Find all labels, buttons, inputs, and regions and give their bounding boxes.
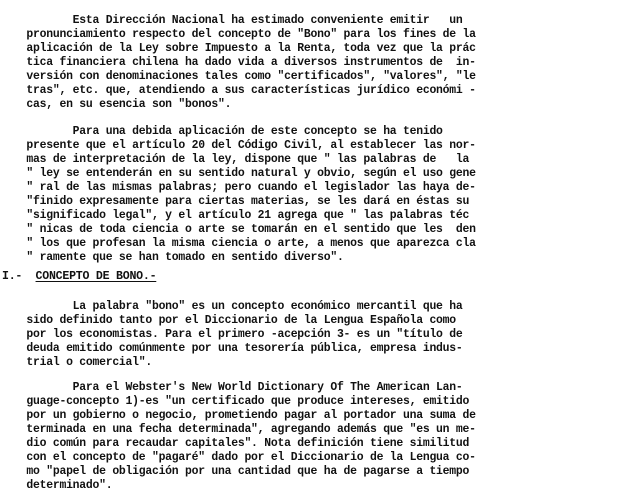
text-line: sido definido tanto por el Diccionario de la Lengua Española como: [0, 314, 456, 327]
section-number: I.-: [2, 270, 23, 283]
section-title: CONCEPTO DE BONO.-: [35, 270, 157, 283]
text-line: deuda emitido comúnmente por una tesorería pública, empresa indus-: [0, 342, 463, 355]
text-line: " nicas de toda ciencia o arte se tomarán en el sentido que les den: [0, 223, 476, 236]
text-line: mas de interpretación de la ley, dispone que " las palabras de la: [0, 153, 470, 166]
text-line: determinado".: [0, 479, 113, 492]
text-line: Para el Webster's New World Dictionary Of The American Lan-: [0, 381, 463, 394]
text-line: Para una debida aplicación de este concepto se ha tenido: [0, 125, 443, 138]
text-line: "significado legal", y el artículo 21 agrega que " las palabras téc: [0, 209, 470, 222]
text-line: La palabra "bono" es un concepto económico mercantil que ha: [0, 300, 463, 313]
text-line: por los economistas. Para el primero -acepción 3- es un "título de: [0, 328, 463, 341]
text-line: guage-concepto 1)-es "un certificado que produce intereses, emitido: [0, 395, 470, 408]
text-line: Esta Dirección Nacional ha estimado conveniente emitir un: [0, 14, 463, 27]
text-line: tras", etc. que, atendiendo a sus características jurídico económi -: [0, 84, 476, 97]
text-line: " ramente que se han tomado en sentido diverso".: [0, 251, 344, 264]
text-line: tica financiera chilena ha dado vida a diversos instrumentos de in-: [0, 56, 476, 69]
text-line: por un gobierno o negocio, prometiendo pagar al portador una suma de: [0, 409, 476, 422]
text-line: pronunciamiento respecto del concepto de "Bono" para los fines de la: [0, 28, 476, 41]
text-line: "finido expresamente para ciertas materias, se les dará en éstas su: [0, 195, 470, 208]
text-line: trial o comercial".: [0, 356, 152, 369]
section-heading: [2, 270, 156, 283]
text-line: " ral de las mismas palabras; pero cuando el legislador las haya de-: [0, 181, 476, 194]
text-line: con el concepto de "pagaré" dado por el Diccionario de la Lengua co-: [0, 451, 476, 464]
text-line: " ley se entenderán en su sentido natural y obvio, según el uso gene: [0, 167, 476, 180]
text-line: mo "papel de obligación por una cantidad que ha de pagarse a tiempo: [0, 465, 470, 478]
text-line: " los que profesan la misma ciencia o arte, a menos que aparezca cla: [0, 237, 476, 250]
text-line: presente que el artículo 20 del Código Civil, al establecer las nor-: [0, 139, 476, 152]
text-line: aplicación de la Ley sobre Impuesto a la Renta, toda vez que la prác: [0, 42, 476, 55]
text-line: versión con denominaciones tales como "certificados", "valores", "le: [0, 70, 476, 83]
text-line: cas, en su esencia son "bonos".: [0, 98, 232, 111]
text-line: dio común para recaudar capitales". Nota definición tiene similitud: [0, 437, 470, 450]
text-line: terminada en una fecha determinada", agregando además que "es un me-: [0, 423, 476, 436]
